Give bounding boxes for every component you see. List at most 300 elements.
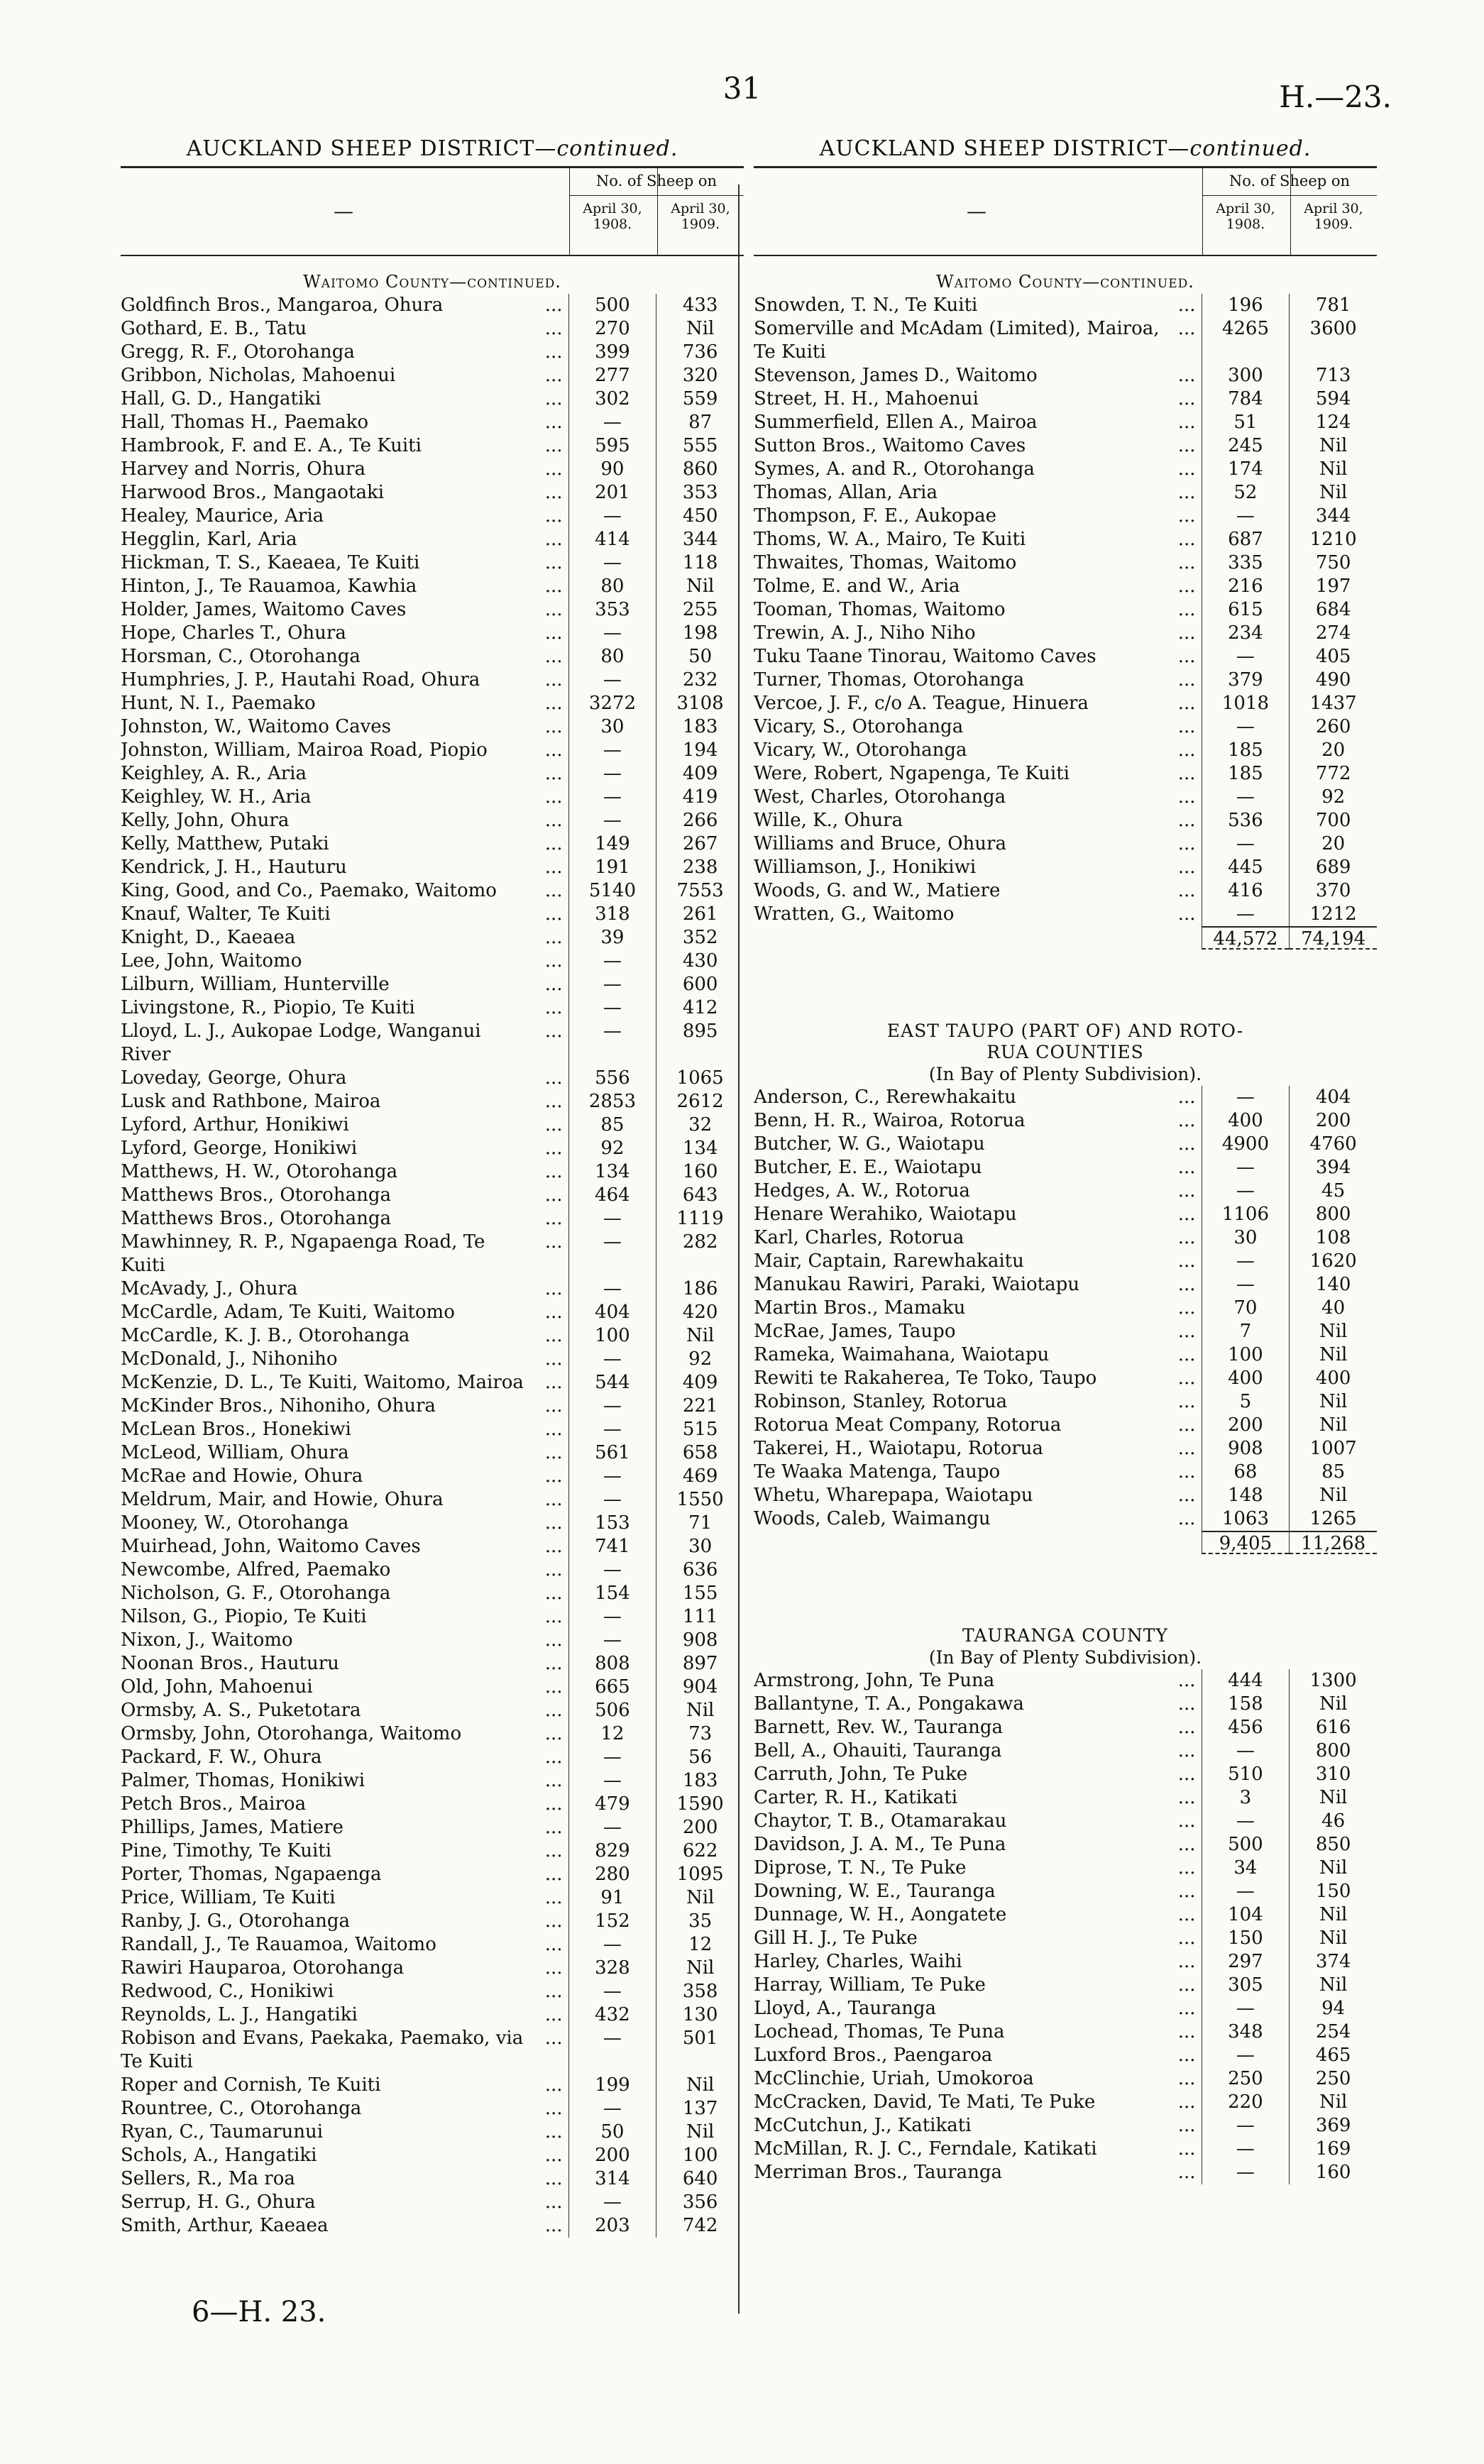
owner-name: Rotorua Meat Company, Rotorua ... xyxy=(754,1414,1202,1437)
sheep-1909: 4760 xyxy=(1289,1133,1377,1156)
table-row xyxy=(121,856,744,879)
sheep-1908: 808 xyxy=(568,1652,656,1676)
sheep-1909: 73 xyxy=(656,1722,744,1746)
owner-name: Te Kuiti xyxy=(121,2051,193,2072)
table-row xyxy=(121,1816,744,1839)
sheep-1909: 197 xyxy=(1289,575,1377,598)
table-header xyxy=(754,168,1377,256)
sheep-1909: 2612 xyxy=(656,1090,744,1113)
owner-name: McAvady, J., Ohura ... xyxy=(121,1277,568,1301)
sheep-1909: 124 xyxy=(1289,411,1377,434)
table-row xyxy=(121,1535,744,1558)
sheep-1908: 500 xyxy=(1202,1833,1290,1857)
sheep-1908: 234 xyxy=(1202,622,1290,645)
table-row xyxy=(121,2144,744,2167)
table-row xyxy=(754,1693,1377,1716)
sheep-1909: 274 xyxy=(1289,622,1377,645)
sheep-1909: 169 xyxy=(1289,2138,1377,2161)
owner-name: River xyxy=(121,1044,171,1065)
section-title: TAURANGA COUNTY xyxy=(962,1625,1168,1646)
sheep-1909: Nil xyxy=(1289,2091,1377,2114)
owner-name: Robinson, Stanley, Rotorua ... xyxy=(754,1390,1202,1414)
owner-name: West, Charles, Otorohanga ... xyxy=(754,786,1202,809)
sheep-1909: 515 xyxy=(656,1418,744,1441)
owner-name: Bell, A., Ohauiti, Tauranga ... xyxy=(754,1739,1202,1763)
table-row xyxy=(121,2121,744,2144)
sheep-1908: 185 xyxy=(1202,739,1290,762)
sheep-1908: — xyxy=(1202,1997,1290,2020)
sheep-1908: 30 xyxy=(568,715,656,739)
sheep-1908: — xyxy=(568,1933,656,1957)
sheep-1908: — xyxy=(568,1348,656,1371)
owner-name: King, Good, and Co., Paemako, Waitomo ... xyxy=(121,879,568,903)
sheep-1908: — xyxy=(568,1605,656,1629)
sheep-1908: 39 xyxy=(568,926,656,950)
table-row xyxy=(121,1231,744,1254)
owner-name: Butcher, W. G., Waiotapu ... xyxy=(754,1133,1202,1156)
table-row xyxy=(754,551,1377,575)
owner-name: Tolme, E. and W., Aria ... xyxy=(754,575,1202,598)
sheep-1908: 70 xyxy=(1202,1297,1290,1320)
sheep-1908: 1018 xyxy=(1202,692,1290,715)
sheep-1909: 85 xyxy=(1289,1461,1377,1484)
sheep-1909: 358 xyxy=(656,1980,744,2003)
sheep-1909: Nil xyxy=(1289,1903,1377,1927)
sheep-1909: 3108 xyxy=(656,692,744,715)
table-row xyxy=(121,1512,744,1535)
owner-name: McLean Bros., Honekiwi ... xyxy=(121,1418,568,1441)
sheep-1909: 137 xyxy=(656,2097,744,2121)
owner-name: Hall, G. D., Hangatiki ... xyxy=(121,387,568,411)
owner-name: Phillips, James, Matiere ... xyxy=(121,1816,568,1839)
sheep-1909: 750 xyxy=(1289,551,1377,575)
sheep-1909: 640 xyxy=(656,2167,744,2191)
sheep-1908: 544 xyxy=(568,1371,656,1395)
sheep-1909: 267 xyxy=(656,832,744,856)
table-row xyxy=(121,1722,744,1746)
sheep-1909: Nil xyxy=(1289,1414,1377,1437)
table-row xyxy=(121,434,744,458)
owner-name: Matthews Bros., Otorohanga ... xyxy=(121,1184,568,1207)
sheep-1909: 238 xyxy=(656,856,744,879)
sheep-1909 xyxy=(656,2050,744,2074)
sheep-1909: 409 xyxy=(656,1371,744,1395)
owner-name: Livingstone, R., Piopio, Te Kuiti ... xyxy=(121,996,568,1020)
sheep-1908: — xyxy=(568,622,656,645)
owner-name: McCutchun, J., Katikati ... xyxy=(754,2114,1202,2138)
sheep-count-header: No. of Sheep on xyxy=(1229,172,1351,189)
table-row xyxy=(754,1226,1377,1250)
table-row xyxy=(754,622,1377,645)
owner-name: Carruth, John, Te Puke ... xyxy=(754,1763,1202,1786)
table-row xyxy=(754,645,1377,669)
owner-name: Karl, Charles, Rotorua ... xyxy=(754,1226,1202,1250)
sheep-1908: 203 xyxy=(568,2214,656,2238)
table-row xyxy=(121,1067,744,1090)
table-row xyxy=(121,1676,744,1699)
table-row xyxy=(754,1927,1377,1950)
table-row xyxy=(754,669,1377,692)
sheep-1909: 419 xyxy=(656,786,744,809)
april-1909-header: April 30, 1909. xyxy=(671,201,730,232)
sheep-1908: — xyxy=(1202,1810,1290,1833)
sheep-1909: 87 xyxy=(656,411,744,434)
sheep-1908: 741 xyxy=(568,1535,656,1558)
sheep-1909: 183 xyxy=(656,1769,744,1793)
owner-name: Old, John, Mahoenui ... xyxy=(121,1676,568,1699)
sheep-1909: 465 xyxy=(1289,2044,1377,2067)
total-1909: 11,268 xyxy=(1289,1531,1377,1554)
sheep-1909: Nil xyxy=(1289,1857,1377,1880)
sheep-1909: 1210 xyxy=(1289,528,1377,551)
owner-name: McRae, James, Taupo ... xyxy=(754,1320,1202,1343)
sheep-1909: 100 xyxy=(656,2144,744,2167)
sheep-1909: 266 xyxy=(656,809,744,832)
sheep-1909: 56 xyxy=(656,1746,744,1769)
owner-name: Nicholson, G. F., Otorohanga ... xyxy=(121,1582,568,1605)
owner-name: Goldfinch Bros., Mangaroa, Ohura ... xyxy=(121,294,568,317)
sheep-1909: 32 xyxy=(656,1113,744,1137)
sheep-1908: 92 xyxy=(568,1137,656,1160)
sheep-1908: — xyxy=(568,1020,656,1043)
table-row xyxy=(754,1461,1377,1484)
sheep-1908: — xyxy=(568,669,656,692)
sheep-1908: 335 xyxy=(1202,551,1290,575)
footer-code: 6—H. 23. xyxy=(192,2296,326,2328)
sheep-1909: 92 xyxy=(656,1348,744,1371)
sheep-1908: — xyxy=(1202,832,1290,856)
sheep-1909: 71 xyxy=(656,1512,744,1535)
sheep-1909: 40 xyxy=(1289,1297,1377,1320)
owner-name: Te Waaka Matenga, Taupo ... xyxy=(754,1461,1202,1484)
owner-name: Carter, R. H., Katikati ... xyxy=(754,1786,1202,1810)
table-row xyxy=(754,575,1377,598)
owner-name: Keighley, A. R., Aria ... xyxy=(121,762,568,786)
owner-name: Ormsby, A. S., Puketotara ... xyxy=(121,1699,568,1722)
sheep-1908: 52 xyxy=(1202,481,1290,505)
table-row xyxy=(121,1207,744,1231)
sheep-1908: — xyxy=(568,1816,656,1839)
owner-name: Woods, Caleb, Waimangu ... xyxy=(754,1507,1202,1531)
owner-name: Mawhinney, R. P., Ngapaenga Road, Te ... xyxy=(121,1231,568,1254)
april-1908-header: April 30, 1908. xyxy=(1216,201,1275,232)
sheep-1908: 314 xyxy=(568,2167,656,2191)
table-row xyxy=(121,809,744,832)
owner-name: Rountree, C., Otorohanga ... xyxy=(121,2097,568,2121)
table-row xyxy=(121,1441,744,1465)
sheep-1908: 3 xyxy=(1202,1786,1290,1810)
table-row xyxy=(121,505,744,528)
table-row xyxy=(754,2161,1377,2184)
sheep-list xyxy=(754,1086,1377,1531)
table-row xyxy=(754,481,1377,505)
sheep-1908: 245 xyxy=(1202,434,1290,458)
sheep-1908: 50 xyxy=(568,2121,656,2144)
district-heading: AUCKLAND SHEEP DISTRICT—continued. xyxy=(754,132,1377,168)
sheep-1908: 400 xyxy=(1202,1109,1290,1133)
sheep-1909: 194 xyxy=(656,739,744,762)
owner-name: Mooney, W., Otorohanga ... xyxy=(121,1512,568,1535)
owner-name: Lochead, Thomas, Te Puna ... xyxy=(754,2020,1202,2044)
owner-name: Ranby, J. G., Otorohanga ... xyxy=(121,1910,568,1933)
sheep-1908: 5140 xyxy=(568,879,656,903)
district-heading: AUCKLAND SHEEP DISTRICT—continued. xyxy=(121,132,744,168)
table-row xyxy=(121,294,744,317)
sheep-1908: 158 xyxy=(1202,1693,1290,1716)
sheep-1909: 150 xyxy=(1289,1880,1377,1903)
sheep-1909: 895 xyxy=(656,1020,744,1043)
table-row xyxy=(754,809,1377,832)
sheep-1908: — xyxy=(568,2027,656,2050)
table-row xyxy=(121,1113,744,1137)
sheep-1909 xyxy=(656,1043,744,1067)
sheep-1908: 536 xyxy=(1202,809,1290,832)
sheep-1908: 399 xyxy=(568,341,656,364)
sheep-1909: 134 xyxy=(656,1137,744,1160)
sheep-1909: 490 xyxy=(1289,669,1377,692)
table-row xyxy=(121,2050,744,2074)
sheep-1908: 148 xyxy=(1202,1484,1290,1507)
sheep-1909: 7553 xyxy=(656,879,744,903)
sheep-1909: 1065 xyxy=(656,1067,744,1090)
table-row xyxy=(121,551,744,575)
sheep-1909: 1300 xyxy=(1289,1669,1377,1693)
sheep-count-header: No. of Sheep on xyxy=(595,172,718,189)
sheep-1909: 594 xyxy=(1289,387,1377,411)
owner-name: Somerville and McAdam (Limited), Mairoa, ... xyxy=(754,317,1202,341)
sheep-1909: 186 xyxy=(656,1277,744,1301)
sheep-1908: 595 xyxy=(568,434,656,458)
sheep-1908: 297 xyxy=(1202,1950,1290,1974)
table-row xyxy=(121,996,744,1020)
owner-name: Thomas, Allan, Aria ... xyxy=(754,481,1202,505)
sheep-1909: Nil xyxy=(656,1699,744,1722)
owner-name: Petch Bros., Mairoa ... xyxy=(121,1793,568,1816)
owner-name: Muirhead, John, Waitomo Caves ... xyxy=(121,1535,568,1558)
sheep-1908: 500 xyxy=(568,294,656,317)
sheep-1909: 684 xyxy=(1289,598,1377,622)
table-row xyxy=(754,1320,1377,1343)
sheep-1908: — xyxy=(568,2097,656,2121)
sheep-1909: 118 xyxy=(656,551,744,575)
table-header xyxy=(121,168,744,256)
table-row xyxy=(121,364,744,387)
sheep-1908: 432 xyxy=(568,2003,656,2027)
sheep-1908: 174 xyxy=(1202,458,1290,481)
sheep-1908 xyxy=(568,1043,656,1067)
owner-name: Hedges, A. W., Rotorua ... xyxy=(754,1179,1202,1203)
table-row xyxy=(121,2191,744,2214)
owner-name: Symes, A. and R., Otorohanga ... xyxy=(754,458,1202,481)
sheep-1908: — xyxy=(568,973,656,996)
owner-name: Hambrook, F. and E. A., Te Kuiti ... xyxy=(121,434,568,458)
sheep-1908: 200 xyxy=(568,2144,656,2167)
section-title-cont: RUA COUNTIES xyxy=(986,1042,1144,1062)
owner-name: Tooman, Thomas, Waitomo ... xyxy=(754,598,1202,622)
table-row xyxy=(121,341,744,364)
sheep-1909: Nil xyxy=(656,317,744,341)
sheep-1908: 85 xyxy=(568,1113,656,1137)
table-row xyxy=(754,1484,1377,1507)
owner-name: Anderson, C., Rerewhakaitu ... xyxy=(754,1086,1202,1109)
table-row xyxy=(121,598,744,622)
table-row xyxy=(754,1880,1377,1903)
owner-name: Pine, Timothy, Te Kuiti ... xyxy=(121,1839,568,1863)
owner-name: Lyford, George, Honikiwi ... xyxy=(121,1137,568,1160)
table-row xyxy=(121,2003,744,2027)
document-code: H.—23. xyxy=(1279,79,1392,114)
sheep-1908: 416 xyxy=(1202,879,1290,903)
sheep-1908: — xyxy=(568,1465,656,1488)
sheep-1908: 80 xyxy=(568,575,656,598)
table-row xyxy=(754,1716,1377,1739)
sheep-1908 xyxy=(568,2050,656,2074)
sheep-1909: 344 xyxy=(1289,505,1377,528)
table-row xyxy=(754,364,1377,387)
sheep-1909: 183 xyxy=(656,715,744,739)
sheep-1908: 199 xyxy=(568,2074,656,2097)
sheep-1908: — xyxy=(568,1418,656,1441)
sheep-1909: 198 xyxy=(656,622,744,645)
table-row xyxy=(754,1343,1377,1367)
section-title: EAST TAUPO (PART OF) AND ROTO- xyxy=(886,1021,1244,1041)
sheep-1909: 200 xyxy=(1289,1109,1377,1133)
table-row xyxy=(754,786,1377,809)
sheep-1909: 781 xyxy=(1289,294,1377,317)
table-row xyxy=(121,1886,744,1910)
sheep-1909: 409 xyxy=(656,762,744,786)
sheep-1908: 665 xyxy=(568,1676,656,1699)
sheep-1909: Nil xyxy=(656,2074,744,2097)
owner-name: Summerfield, Ellen A., Mairoa ... xyxy=(754,411,1202,434)
sheep-1908: — xyxy=(568,1207,656,1231)
sheep-1908: — xyxy=(568,739,656,762)
sheep-1908: — xyxy=(568,950,656,973)
table-row xyxy=(121,1863,744,1886)
owner-name: Te Kuiti xyxy=(754,341,826,363)
table-row xyxy=(121,1090,744,1113)
sheep-1908: 784 xyxy=(1202,387,1290,411)
sheep-1909: 260 xyxy=(1289,715,1377,739)
sheep-1909: 394 xyxy=(1289,1156,1377,1179)
total-1909: 74,194 xyxy=(1289,926,1377,950)
table-row xyxy=(121,1910,744,1933)
table-row xyxy=(121,1254,744,1277)
total-1908: 9,405 xyxy=(1202,1531,1290,1554)
sheep-1908: 152 xyxy=(568,1910,656,1933)
owner-name: McKinder Bros., Nihoniho, Ohura ... xyxy=(121,1395,568,1418)
sheep-1908: — xyxy=(1202,2044,1290,2067)
owner-name: Kelly, Matthew, Putaki ... xyxy=(121,832,568,856)
table-row xyxy=(121,879,744,903)
sheep-1908: — xyxy=(568,551,656,575)
owner-name: Ryan, C., Taumarunui ... xyxy=(121,2121,568,2144)
sheep-1909: 1265 xyxy=(1289,1507,1377,1531)
sheep-1908: 414 xyxy=(568,528,656,551)
sheep-1908: 400 xyxy=(1202,1367,1290,1390)
sheep-1909: 616 xyxy=(1289,1716,1377,1739)
owner-name: Palmer, Thomas, Honikiwi ... xyxy=(121,1769,568,1793)
owner-name: Snowden, T. N., Te Kuiti ... xyxy=(754,294,1202,317)
owner-name: Reynolds, L. J., Hangatiki ... xyxy=(121,2003,568,2027)
sheep-1908: 270 xyxy=(568,317,656,341)
sheep-1909: 636 xyxy=(656,1558,744,1582)
owner-name: Lyford, Arthur, Honikiwi ... xyxy=(121,1113,568,1137)
table-row xyxy=(121,1371,744,1395)
owner-name: Matthews, H. W., Otorohanga ... xyxy=(121,1160,568,1184)
table-row xyxy=(754,1997,1377,2020)
owner-name: Randall, J., Te Rauamoa, Waitomo ... xyxy=(121,1933,568,1957)
owner-name: Manukau Rawiri, Paraki, Waiotapu ... xyxy=(754,1273,1202,1297)
owner-name: Lee, John, Waitomo ... xyxy=(121,950,568,973)
owner-name: McRae and Howie, Ohura ... xyxy=(121,1465,568,1488)
sheep-1909: Nil xyxy=(656,575,744,598)
sheep-1908: — xyxy=(568,1395,656,1418)
sheep-1908: — xyxy=(1202,645,1290,669)
owner-name: Nixon, J., Waitomo ... xyxy=(121,1629,568,1652)
sheep-1909: 50 xyxy=(656,645,744,669)
owner-name: Ormsby, John, Otorohanga, Waitomo ... xyxy=(121,1722,568,1746)
sheep-1908: 150 xyxy=(1202,1927,1290,1950)
sheep-1908: 561 xyxy=(568,1441,656,1465)
owner-name: Downing, W. E., Tauranga ... xyxy=(754,1880,1202,1903)
owner-name: Wratten, G., Waitomo ... xyxy=(754,903,1202,926)
total-row xyxy=(754,1531,1377,1554)
sheep-1909: 369 xyxy=(1289,2114,1377,2138)
table-row xyxy=(754,1250,1377,1273)
sheep-1908: 91 xyxy=(568,1886,656,1910)
owner-name: Knauf, Walter, Te Kuiti ... xyxy=(121,903,568,926)
april-1908-header: April 30, 1908. xyxy=(583,201,642,232)
sheep-1908: 154 xyxy=(568,1582,656,1605)
sheep-1908: 4265 xyxy=(1202,317,1290,341)
owner-name: Hunt, N. I., Paemako ... xyxy=(121,692,568,715)
sheep-1909: Nil xyxy=(656,1957,744,1980)
owner-name: Tuku Taane Tinorau, Waitomo Caves ... xyxy=(754,645,1202,669)
table-row xyxy=(754,1669,1377,1693)
table-row xyxy=(121,458,744,481)
owner-name: Lloyd, L. J., Aukopae Lodge, Wanganui ... xyxy=(121,1020,568,1043)
table-row xyxy=(754,341,1377,364)
owner-name: Thompson, F. E., Aukopae ... xyxy=(754,505,1202,528)
section-subtitle: (In Bay of Plenty Subdivision). xyxy=(928,1647,1202,1668)
owner-name: Lloyd, A., Tauranga ... xyxy=(754,1997,1202,2020)
owner-name: Porter, Thomas, Ngapaenga ... xyxy=(121,1863,568,1886)
sheep-1909: 600 xyxy=(656,973,744,996)
owner-name: McKenzie, D. L., Te Kuiti, Waitomo, Mairoa ... xyxy=(121,1371,568,1395)
sheep-1909: 1437 xyxy=(1289,692,1377,715)
table-row xyxy=(121,1137,744,1160)
sheep-1908: 34 xyxy=(1202,1857,1290,1880)
sheep-1909: 555 xyxy=(656,434,744,458)
owner-name: Takerei, H., Waiotapu, Rotorua ... xyxy=(754,1437,1202,1461)
sheep-1909: 92 xyxy=(1289,786,1377,809)
sheep-1908: 216 xyxy=(1202,575,1290,598)
sheep-1908: 68 xyxy=(1202,1461,1290,1484)
sheep-1908: 506 xyxy=(568,1699,656,1722)
table-row xyxy=(121,2167,744,2191)
table-row xyxy=(754,434,1377,458)
owner-name: Were, Robert, Ngapenga, Te Kuiti ... xyxy=(754,762,1202,786)
sheep-1908: — xyxy=(568,1980,656,2003)
table-row xyxy=(754,1857,1377,1880)
sheep-1908: — xyxy=(1202,1156,1290,1179)
sheep-1909: 282 xyxy=(656,1231,744,1254)
sheep-1908: — xyxy=(568,411,656,434)
owner-name: Rewiti te Rakaherea, Te Toko, Taupo ... xyxy=(754,1367,1202,1390)
sheep-1909: 742 xyxy=(656,2214,744,2238)
table-row xyxy=(754,1763,1377,1786)
